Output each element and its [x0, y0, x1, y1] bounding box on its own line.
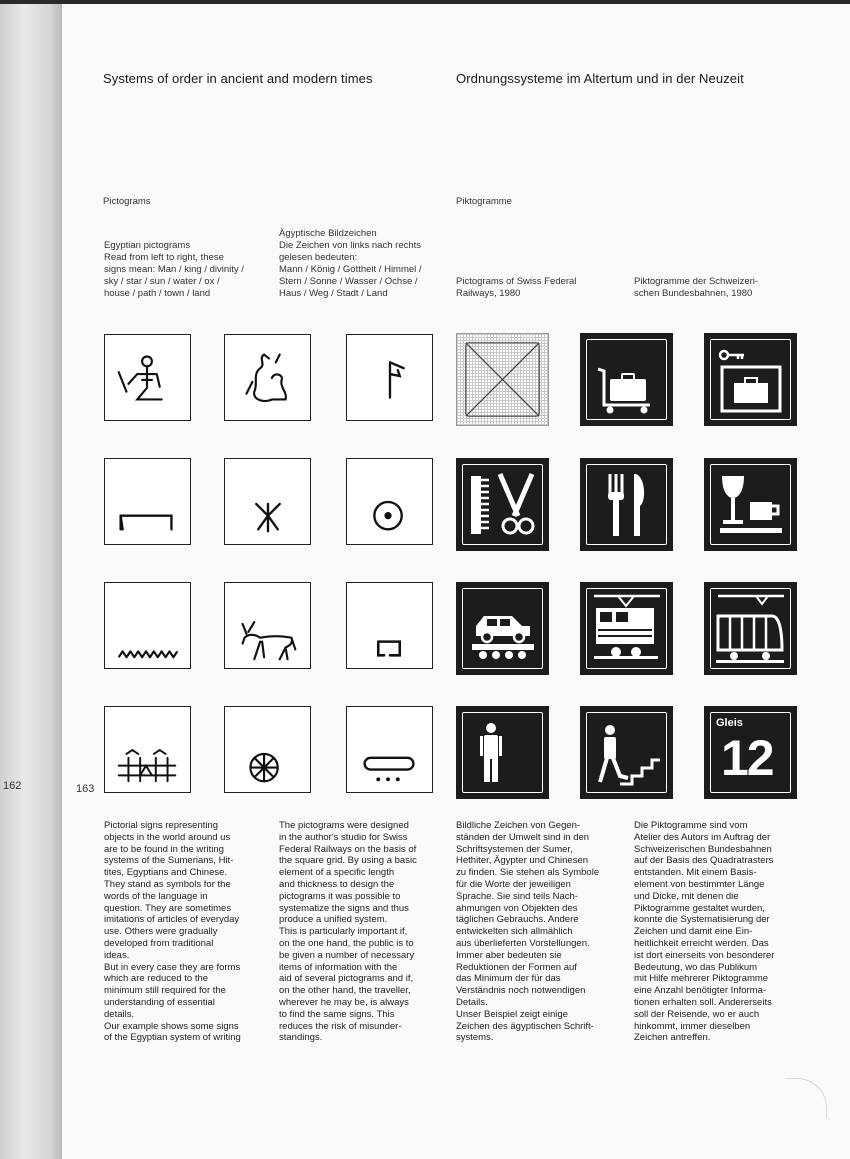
sbb-tram-icon: [704, 582, 797, 675]
hieroglyph-king: [224, 334, 311, 421]
sbb-buffet-icon: [704, 458, 797, 551]
sbb-locomotive-icon: [580, 582, 673, 675]
body-text-col4: Die Piktogramme sind vom Atelier des Autors im Auftrag der Schweizerischen Bundesbahnen auf der Basis des Quadratrasters entstanden. Mit einem Basis- element von bestimmter Länge und Dicke, mit denen die Piktogramme gestaltet wurden, konnte die Systematisierung der Zeichen und damit eine Ein- heitlichkeit erreicht werden. Das ist dort einerseits von besonderer Bedeutung, wo das Publikum mit Hilfe mehrerer Piktogramme eine Anzahl benötigter Informa- tionen erhalten soll. Andererseits soll der Reisende, wo er auch hinkommt, immer dieselben Zeichen antreffen.: [634, 820, 775, 1044]
page-curl-mark: [786, 1078, 827, 1119]
sbb-construction-grid: [456, 333, 549, 426]
sbb-men-toilet-icon: [456, 706, 549, 799]
hieroglyph-house: [346, 582, 433, 669]
hieroglyph-ox: [224, 582, 311, 669]
page-number-left: 162: [3, 780, 22, 792]
hieroglyph-land: [346, 706, 433, 793]
sbb-stairs-icon: [580, 706, 673, 799]
hieroglyph-town: [224, 706, 311, 793]
body-text-col1: Pictorial signs representing objects in the world around us are to be found in the writing systems of the Sumerians, Hit- tites, Egyptians and Chinese. They stand as symbols for the words of the language in question. They are sometimes imitations of articles of everyday use. Others were gradually developed from traditional ideas. But in every case they are forms which are reduced to the minimum still required for the understanding of essential details. Our example shows some signs of the Egyptian system of writing: [104, 820, 241, 1044]
subheading-german: Piktogramme: [456, 196, 512, 207]
sbb-luggage-trolley-icon: [580, 333, 673, 426]
heading-german: Ordnungssysteme im Altertum und in der Neuzeit: [456, 71, 744, 86]
book-spine-left-page: [0, 0, 62, 1159]
platform-label: Gleis: [716, 717, 743, 729]
hieroglyph-water: [104, 582, 191, 669]
platform-number: 12: [721, 730, 773, 786]
hieroglyph-sky: [104, 458, 191, 545]
sbb-platform-sign: [704, 706, 797, 799]
hieroglyph-divinity: [346, 334, 433, 421]
caption-sbb-german: Piktogramme der Schweizeri- schen Bundesbahnen, 1980: [634, 276, 759, 299]
sbb-hairdresser-icon: [456, 458, 549, 551]
caption-sbb-english: Pictograms of Swiss Federal Railways, 1980: [456, 276, 577, 299]
top-edge: [0, 0, 850, 4]
heading-english: Systems of order in ancient and modern times: [103, 71, 373, 86]
body-text-col3: Bildliche Zeichen von Gegen- ständen der Umwelt sind in den Schriftsystemen der Sumer, Hethiter, Ägypter und Chinesen zu finden. Sie stehen als Symbole für die Worte der jeweiligen Sprache. Sie sind teils Nach- ahmungen von Objekten des täglichen Gebrauchs. Andere entwickelten sich allmählich aus überlieferten Vorstellungen. Immer aber bedeuten sie Reduktionen der Formen auf das Minimum der für das Verständnis noch notwendigen Details. Unser Beispiel zeigt einige Zeichen des ägyptischen Schrift- systems.: [456, 820, 600, 1044]
subheading-english: Pictograms: [103, 196, 151, 207]
caption-egyptian-german: Ägyptische Bildzeichen Die Zeichen von links nach rechts gelesen bedeuten: Mann / König / Gottheit / Himmel / Stern / Sonne / Wasser / Ochse / Haus / Weg / Stadt / Land: [279, 228, 422, 299]
page-number-right: 163: [76, 783, 95, 795]
sbb-left-luggage-icon: [704, 333, 797, 426]
hieroglyph-man: [104, 334, 191, 421]
hieroglyph-star: [224, 458, 311, 545]
caption-egyptian-english: Egyptian pictograms Read from left to right, these signs mean: Man / king / divinity / sky / star / sun / water / ox / house / path / town / land: [104, 240, 244, 299]
sbb-restaurant-icon: [580, 458, 673, 551]
sbb-car-train-icon: [456, 582, 549, 675]
hieroglyph-path: [104, 706, 191, 793]
hieroglyph-sun: [346, 458, 433, 545]
body-text-col2: The pictograms were designed in the author's studio for Swiss Federal Railways on the basis of the square grid. By using a basic element of a specific length and thickness to design the pictograms it was possible to systematize the signs and thus produce a unified system. This is particularly important if, on the one hand, the public is to be given a number of necessary items of information with the aid of several pictograms and if, on the other hand, the traveller, wherever he may be, is always to find the same signs. This reduces the risk of misunder- standings.: [279, 820, 417, 1044]
